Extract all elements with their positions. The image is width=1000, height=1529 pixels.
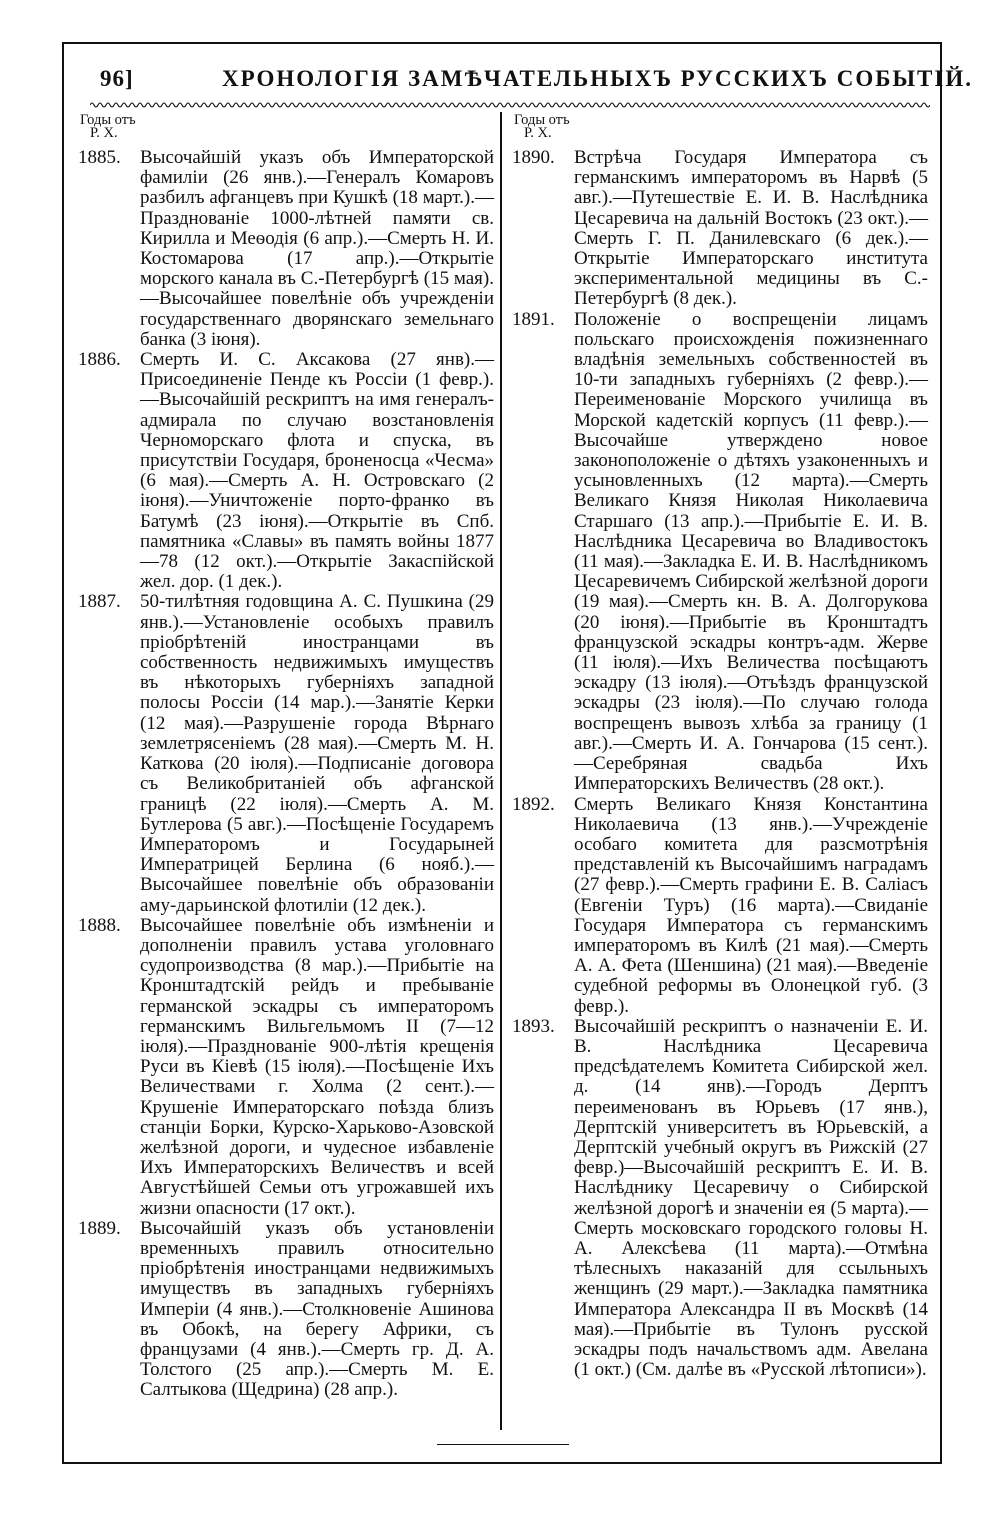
- chronology-entry: [78, 592, 494, 915]
- chronology-entry: [512, 148, 928, 310]
- entry-year: 1890.: [512, 147, 555, 168]
- entry-text: 50-тилѣтняя годовщина А. С. Пушкина (29 янв.).—Установленіе особыхъ правилъ пріобрѣтеній иностранцами въ собственность недвижимыхъ имуществъ въ нѣкоторыхъ губерніяхъ западной полосы Россіи (14 мар.).—Занятіе Керки (12 мая).—Разрушеніе города Вѣрнаго землетрясеніемъ (28 мая).—Смерть М. Н. Каткова (20 іюля).—Подписаніе договора съ Великобританіей объ афганской границѣ (22 іюля).—Смерть А. М. Бутлерова (5 авг.).—Посѣщеніе Государемъ Императоромъ и Государыней Императрицей Берлина (6 нояб.).—Высочайшее повелѣніе объ образованіи аму-дарьинской флотиліи (12 дек.).: [140, 591, 494, 916]
- chronology-entry: [78, 1219, 494, 1401]
- left-column: [78, 114, 494, 1401]
- entry-year: 1888.: [78, 914, 121, 936]
- chronology-entry: [512, 1017, 928, 1381]
- entry-text: Высочайшее повелѣніе объ измѣненіи и дополненіи правилъ устава уголовнаго судопроизводства (8 мар.).—Прибытіе на Кронштадтскій рейдъ и пребываніе германской эскадры съ императоромъ германскимъ Вильгельмомъ II (7—12 іюля).—Празднованіе 900-лѣтія крещенія Руси въ Кіевѣ (15 іюля).—Посѣщеніе Ихъ Величествами г. Холма (2 сент.).—Крушеніе Императорскаго поѣзда близъ станціи Борки, Курско-Харьково-Азовской желѣзной дороги, и чудесное избавленіе Ихъ Императорскихъ Величествъ и всей Августѣйшей Семьи отъ угрожавшей ихъ жизни опасности (17 окт.).: [140, 914, 494, 1219]
- column-heading-line1: Годы отъ: [514, 112, 570, 128]
- entry-year: 1891.: [512, 308, 555, 330]
- column-heading: [514, 114, 928, 140]
- chronology-entry: [78, 350, 494, 592]
- book-page: [62, 42, 973, 1464]
- chronology-entry: [78, 916, 494, 1219]
- entry-year: 1893.: [512, 1015, 555, 1037]
- chronology-entry: [512, 310, 928, 795]
- entry-year: 1892.: [512, 793, 555, 815]
- entry-text: Высочайшій указъ объ установленіи временныхъ правилъ относительно пріобрѣтенія иностранцами недвижимыхъ имуществъ въ западныхъ губерніяхъ Имперіи (4 янв.).—Столкновеніе Ашинова въ Обокѣ, на берегу Африки, съ французами (4 янв.).—Смерть гр. Д. А. Толстого (25 апр.).—Смерть М. Е. Салтыкова (Щедрина) (28 апр.).: [140, 1217, 494, 1401]
- wavy-rule: [90, 100, 930, 110]
- entry-text: Высочайшій указъ объ Императорской фамиліи (26 янв.).—Генералъ Комаровъ разбилъ афганцевъ при Кушкѣ (18 март.).—Празднованіе 1000-лѣтней памяти св. Кирилла и Меѳодія (6 апр.).—Смерть Н. И. Костомарова (17 апр.).—Открытіе морского канала въ С.-Петербургѣ (15 мая).—Высочайшее повелѣніе объ учрежденіи государственнаго дворянскаго земельнаго банка (3 іюня).: [140, 147, 494, 350]
- column-heading-line2: Р. Х.: [524, 125, 552, 141]
- column-heading-line1: Годы отъ: [80, 112, 136, 128]
- right-column: [512, 114, 928, 1380]
- entry-text: Положеніе о воспрещеніи лицамъ польскаго происхожденія пожизненнаго владѣнія земельныхъ собственностей въ 10-ти западныхъ губерніяхъ (2 февр.).—Переименованіе Морского училища въ Морской кадетскій корпусъ (11 февр.).—Высочайше утверждено новое законоположеніе о дѣтяхъ узаконенныхъ и усыновленныхъ (12 марта).—Смерть Великаго Князя Николая Николаевича Старшаго (13 апр.).—Прибытіе Е. И. В. Наслѣдника Цесаревича во Владивостокъ (11 мая).—Закладка Е. И. В. Наслѣдникомъ Цесаревичемъ Сибирской желѣзной дороги (19 мая).—Смерть кн. В. А. Долгорукова (20 іюня).—Прибытіе въ Кронштадтъ французской эскадры контръ-адм. Жерве (11 іюля).—Ихъ Величества посѣщаютъ эскадру (13 іюля).—Отъѣздъ французской эскадры (23 іюля).—По случаю голода воспрещенъ вывозъ хлѣба за границу (1 авг.).—Смерть И. А. Гончарова (15 сент.).—Серебряная свадьба Ихъ Императорскихъ Величествъ (28 окт.).: [574, 308, 929, 795]
- page-number: 96]: [100, 66, 134, 91]
- chronology-entry: [78, 148, 494, 350]
- entry-text: Высочайшій рескриптъ о назначеніи Е. И. В. Наслѣдника Цесаревича предсѣдателемъ Комитета Сибирской жел. д. (14 янв).—Городъ Дерптъ переименованъ въ Юрьевъ (17 янв.), Дерптскій университетъ въ Юрьевскій, а Дерптскій учебный округъ въ Рижскій (27 февр.)—Высочайшій рескриптъ Е. И. В. Наслѣднику Цесаревичу о Сибирской желѣзной дорогѣ и значеніи ея (5 марта).—Смерть московскаго городского головы Н. А. Алексѣева (11 марта).—Отмѣна тѣлесныхъ наказаній для ссыльныхъ женщинъ (29 март.).—Закладка памятника Императора Александра II въ Москвѣ (14 мая).—Прибытіе въ Тулонъ русской эскадры подъ начальствомъ адм. Авелана (1 окт.) (См. далѣе въ «Русской лѣтописи»).: [574, 1015, 928, 1381]
- entry-year: 1887.: [78, 591, 121, 613]
- closing-rule: [437, 1444, 569, 1445]
- column-heading-line2: Р. Х.: [90, 125, 118, 141]
- entry-text: Встрѣча Государя Императора съ германскимъ императоромъ въ Нарвѣ (5 авг.).—Путешествіе Е. И. В. Наслѣдника Цесаревича на дальній Востокъ (23 окт.).—Смерть Г. П. Данилевскаго (6 дек.).—Открытіе Императорскаго института экспериментальной медицины въ С.-Петербургѣ (8 дек.).: [574, 147, 928, 310]
- entry-year: 1886.: [78, 349, 121, 371]
- entry-year: 1885.: [78, 147, 121, 168]
- entry-text: Смерть Великаго Князя Константина Николаевича (13 янв.).—Учрежденіе особаго комитета для разсмотрѣнія представленій къ Высочайшимъ наградамъ (27 февр.).—Смерть графини Е. В. Саліасъ (Евгеніи Туръ) (16 марта).—Свиданіе Государя Императора съ германскимъ императоромъ въ Килѣ (21 мая).—Смерть А. А. Фета (Шеншина) (21 мая).—Введеніе судебной реформы въ Олонецкой губ. (3 февр.).: [574, 793, 928, 1017]
- page-title: ХРОНОЛОГІЯ ЗАМѢЧАТЕЛЬНЫХЪ РУССКИХЪ СОБЫТІЙ.: [222, 66, 973, 91]
- chronology-entry: [512, 795, 928, 1017]
- running-header: [86, 64, 973, 104]
- entry-text: Смерть И. С. Аксакова (27 янв).—Присоединеніе Пенде къ Россіи (1 февр.).—Высочайшій рескриптъ на имя генералъ-адмирала по случаю возстановленія Черноморскаго флота и спуска, въ присутствіи Государя, броненосца «Чесма» (6 мая).—Смерть А. Н. Островскаго (2 іюня).—Уничтоженіе порто-франко въ Батумѣ (23 іюня).—Открытіе въ Спб. памятника «Славы» въ память войны 1877—78 (12 окт.).—Открытіе Закаспійской жел. дор. (1 дек.).: [140, 349, 494, 593]
- column-heading: [80, 114, 494, 140]
- entry-year: 1889.: [78, 1217, 121, 1239]
- column-divider: [500, 112, 502, 1430]
